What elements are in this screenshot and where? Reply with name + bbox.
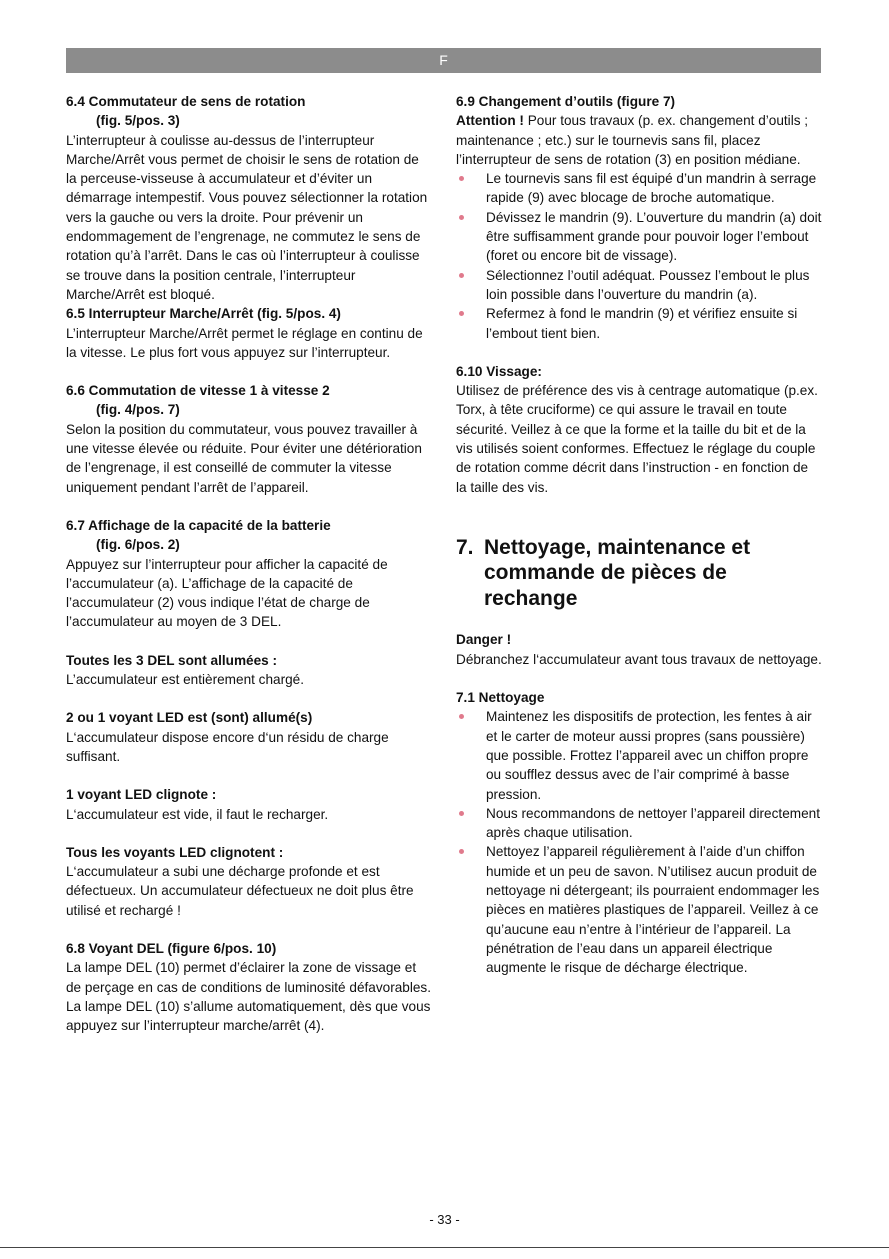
language-label: F (439, 52, 448, 68)
section-6-10-heading: 6.10 Vissage: (456, 363, 542, 379)
right-column (456, 92, 822, 977)
list-item: Sélectionnez l’outil adéquat. Poussez l’embout le plus loin possible dans l’ouverture du mandrin (a). (456, 266, 822, 305)
led-all-on-body: L’accumulateur est entièrement chargé. (66, 672, 305, 688)
led-one-blink-heading: 1 voyant LED clignote : (66, 787, 217, 803)
page-number: - 33 - (429, 1212, 460, 1227)
attention-label: Attention ! (456, 113, 524, 129)
section-6-4-heading: 6.4 Commutateur de sens de rotation (fig. 5/pos. 3) (66, 94, 306, 129)
list-item: Le tournevis sans fil est équipé d’un mandrin à serrage rapide (9) avec blocage de broche automatique. (456, 169, 822, 208)
section-7-1-heading: 7.1 Nettoyage (456, 690, 545, 706)
section-6-7-heading: 6.7 Affichage de la capacité de la batterie (fig. 6/pos. 2) (66, 517, 331, 553)
list-item: Refermez à fond le mandrin (9) et vérifiez ensuite si l’embout tient bien. (456, 304, 822, 343)
section-6-4-body: L’interrupteur à coulisse au-dessus de l’interrupteur Marche/Arrêt vous permet de choisir le sens de rotation de la perceuse-visseuse à accumulateur et d’éviter un démarrage intempestif. Vous pouvez sélectionner la rotation vers la gauche ou vers la droite. Pour prévenir un endommagement de l’engrenage, ne commutez le sens de rotation qu’à l’arrêt. Dans le cas où l’interrupteur à coulisse se trouve dans la position centrale, l’interrupteur Marche/Arrêt est bloqué. (66, 132, 428, 302)
led-two-one-body: L‘accumulateur dispose encore d‘un résidu de charge suffisant. (66, 729, 389, 764)
section-6-8-heading: 6.8 Voyant DEL (figure 6/pos. 10) (66, 940, 277, 956)
section-6-8-body: La lampe DEL (10) permet d’éclairer la zone de vissage et de perçage en cas de conditions de luminosité défavorables. La lampe DEL (10) s’allume automatiquement, dès que vous appuyez sur l’interrupteur marche/arrêt (4). (66, 960, 432, 1034)
tool-change-list (456, 169, 822, 343)
left-column (66, 92, 431, 1035)
section-6-6-heading: 6.6 Commutation de vitesse 1 à vitesse 2 (fig. 4/pos. 7) (66, 383, 330, 418)
led-two-one-heading: 2 ou 1 voyant LED est (sont) allumé(s) (66, 710, 313, 726)
list-item: Nettoyez l’appareil régulièrement à l’aide d’un chiffon humide et un peu de savon. N’utilisez aucun produit de nettoyage ni détergeant; ils pourraient endommager les pièces en matières plastiques de l’appareil. Veillez à ce qu’aucune eau n’entre à l’intérieur de l’appareil. La pénétration de l’eau dans un appareil électrique augmente le risque de décharge électrique. (456, 842, 822, 977)
led-all-blink-heading: Tous les voyants LED clignotent : (66, 844, 284, 860)
section-header-bar (66, 48, 821, 73)
bottom-divider (0, 1247, 889, 1248)
danger-body: Débranchez l‘accumulateur avant tous travaux de nettoyage. (456, 651, 822, 667)
danger-heading: Danger ! (456, 632, 512, 648)
section-6-5-heading: 6.5 Interrupteur Marche/Arrêt (fig. 5/pos. 4) (66, 306, 341, 322)
section-6-7-body: Appuyez sur l’interrupteur pour afficher la capacité de l’accumulateur (a). L’affichage de la capacité de l’accumulateur (2) vous indique l’état de charge de l’accumulateur au moyen de 3 DEL. (66, 556, 388, 630)
led-all-on-heading: Toutes les 3 DEL sont allumées : (66, 652, 278, 668)
section-6-5-body: L’interrupteur Marche/Arrêt permet le réglage en continu de la vitesse. Le plus fort vous appuyez sur l’interrupteur. (66, 325, 423, 360)
led-all-blink-body: L‘accumulateur a subi une décharge profonde et est défectueux. Un accumulateur défectueux ne doit plus être utilisé et rechargé ! (66, 864, 414, 918)
cleaning-list (456, 707, 822, 977)
section-6-6-body: Selon la position du commutateur, vous pouvez travailler à une vitesse élevée ou réduite. Pour éviter une détérioration de l’engrenage, il est conseillé de commuter la vitesse uniquement pendant l’arrêt de l’appareil. (66, 421, 422, 495)
list-item: Nous recommandons de nettoyer l’appareil directement après chaque utilisation. (456, 804, 822, 843)
section-6-10-body: Utilisez de préférence des vis à centrage automatique (p.ex. Torx, à tête cruciforme) ce qui assure le travail en toute sécurité. Veillez à ce que la forme et la taille du bit et de la vis utilisés soient conformes. Effectuez le réglage du couple de rotation comme décrit dans l’instruction - en fonction de la taille des vis. (456, 383, 818, 495)
section-6-9-intro: Attention ! Pour tous travaux (p. ex. changement d’outils ; maintenance ; etc.) sur le tournevis sans fil, placez l’interrupteur de sens de rotation (3) en position médiane. (456, 113, 809, 167)
section-6-9-heading: 6.9 Changement d’outils (figure 7) (456, 94, 676, 109)
list-item: Maintenez les dispositifs de protection, les fentes à air et le carter de moteur aussi propres (sans poussière) que possible. Frottez l’appareil avec un chiffon propre ou soufflez dessus avec de l’air comprimé à basse pression. (456, 707, 822, 803)
list-item: Dévissez le mandrin (9). L’ouverture du mandrin (a) doit être suffisamment grande pour pouvoir loger l’embout (foret ou encore bit de vissage). (456, 208, 822, 266)
chapter-7-heading: 7. Nettoyage, maintenance et commande de pièces de rechange (456, 535, 751, 610)
led-one-blink-body: L‘accumulateur est vide, il faut le recharger. (66, 806, 329, 822)
